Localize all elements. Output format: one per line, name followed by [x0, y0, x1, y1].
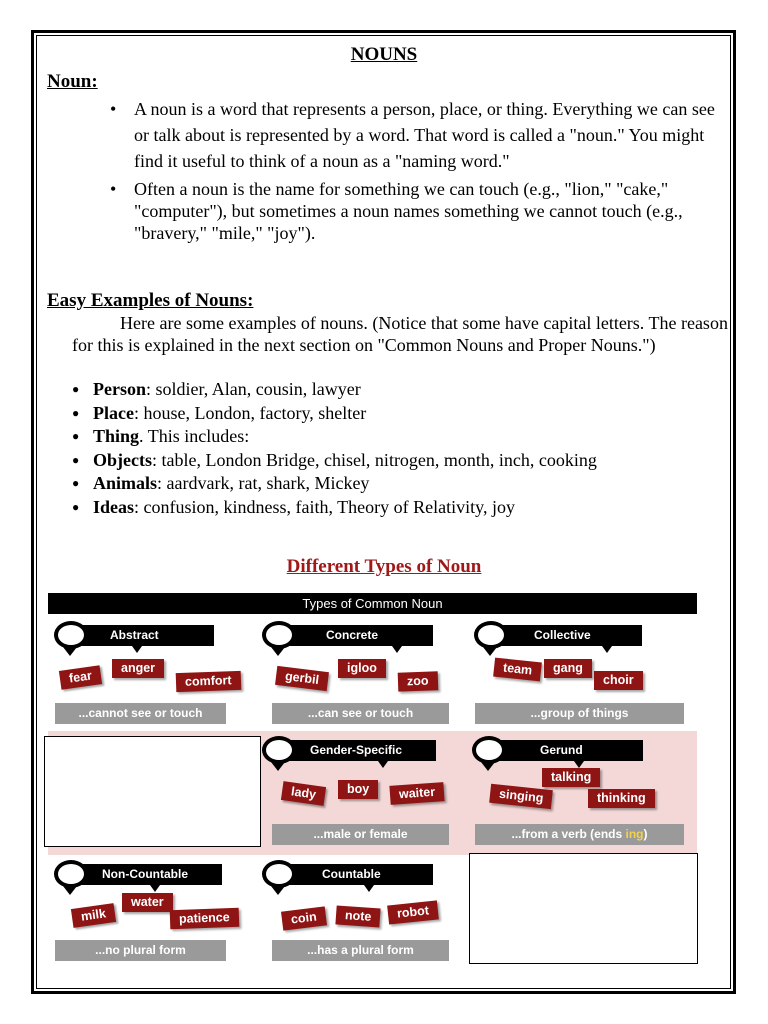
word-tag: gang — [544, 659, 592, 678]
bubble-icon — [54, 860, 88, 888]
word-tag: choir — [594, 671, 643, 690]
list-item — [72, 425, 692, 449]
label-pointer — [602, 646, 612, 653]
example-text: . This includes: — [139, 426, 250, 446]
bubble-pointer — [271, 647, 285, 656]
bubble-icon — [262, 736, 296, 764]
list-item — [72, 472, 692, 496]
infographic-header: Types of Common Noun — [48, 593, 697, 614]
types-heading: Different Types of Noun — [286, 556, 482, 577]
example-text: : table, London Bridge, chisel, nitrogen, month, inch, cooking — [151, 449, 597, 470]
word-tag: team — [493, 658, 542, 682]
label-pointer — [574, 761, 584, 768]
bubble-pointer — [481, 762, 495, 771]
list-item: • A noun is a word that represents a person, place, or thing. Everything we can see or talk about is represented by a word. That word is called a "noun." You might find it useful to think of a noun as a "naming word." — [110, 96, 720, 174]
blank-box — [44, 736, 261, 847]
word-tag: waiter — [389, 782, 444, 805]
gerund-caption — [475, 824, 684, 845]
example-term: Person — [93, 379, 146, 399]
page-title: NOUNS — [350, 44, 418, 65]
word-tag: milk — [71, 903, 116, 928]
collective-label: Collective — [500, 625, 642, 646]
label-pointer — [378, 761, 388, 768]
bubble-icon — [262, 621, 296, 649]
list-item: • Often a noun is the name for something we can touch (e.g., "lion," "cake," "computer"), but sometimes a noun names something we cannot touch (e.g., "bravery," "mile," "joy"). — [110, 178, 720, 244]
list-item — [72, 402, 692, 426]
label-pointer — [392, 646, 402, 653]
bubble-icon — [262, 860, 296, 888]
bubble-pointer — [271, 886, 285, 895]
example-term: Animals — [93, 473, 158, 493]
word-tag: comfort — [176, 671, 241, 692]
bubble-icon — [474, 621, 508, 649]
word-tag: robot — [387, 900, 439, 924]
examples-heading: Easy Examples of Nouns: — [47, 290, 254, 311]
word-tag: singing — [489, 784, 553, 809]
gender-caption: ...male or female — [272, 824, 449, 845]
label-pointer — [132, 646, 142, 653]
noun-heading: Noun: — [47, 71, 98, 92]
collective-caption: ...group of things — [475, 703, 684, 724]
word-tag: anger — [112, 659, 164, 678]
noncountable-caption: ...no plural form — [55, 940, 226, 961]
bubble-icon — [472, 736, 506, 764]
word-tag: igloo — [338, 659, 386, 678]
word-tag: thinking — [588, 789, 655, 808]
example-text: : soldier, Alan, cousin, lawyer — [146, 379, 361, 399]
example-text: : confusion, kindness, faith, Theory of Relativity, joy — [134, 496, 515, 517]
countable-label: Countable — [288, 864, 433, 885]
gerund-caption-prefix: ...from a verb (ends — [511, 827, 626, 841]
example-term: Place — [93, 402, 134, 423]
bubble-icon — [54, 621, 88, 649]
bubble-pointer — [271, 762, 285, 771]
example-text: : house, London, factory, shelter — [133, 402, 367, 423]
abstract-label: Abstract — [80, 625, 214, 646]
example-term: Ideas — [93, 496, 135, 517]
word-tag: coin — [281, 906, 327, 930]
bubble-pointer — [63, 647, 77, 656]
example-text: : aardvark, rat, shark, Mickey — [157, 473, 370, 493]
list-item — [72, 449, 623, 473]
noncountable-label: Non-Countable — [80, 864, 222, 885]
concrete-caption: ...can see or touch — [272, 703, 449, 724]
abstract-caption: ...cannot see or touch — [55, 703, 226, 724]
word-tag: patience — [170, 908, 239, 929]
noun-definition-list — [110, 96, 720, 244]
word-tag: boy — [338, 780, 378, 799]
gerund-caption-suffix: ) — [643, 827, 648, 841]
gerund-label: Gerund — [498, 740, 643, 761]
list-item — [72, 378, 692, 402]
example-term: Objects — [93, 449, 152, 470]
bubble-pointer — [483, 647, 497, 656]
examples-list — [72, 378, 692, 519]
label-pointer — [150, 885, 160, 892]
word-tag: gerbil — [275, 666, 329, 691]
gerund-caption-ing: ing — [625, 827, 644, 841]
concrete-label: Concrete — [288, 625, 433, 646]
list-item — [72, 496, 692, 520]
label-pointer — [364, 885, 374, 892]
countable-caption: ...has a plural form — [272, 940, 449, 961]
word-tag: water — [122, 893, 173, 912]
examples-intro: Here are some examples of nouns. (Notice that some have capital letters. The reason for this is explained in the next section on "Common Nouns and Proper Nouns.") — [72, 313, 728, 355]
word-tag: fear — [59, 665, 102, 690]
word-tag: zoo — [398, 671, 438, 691]
example-term: Thing — [93, 426, 140, 446]
blank-box — [469, 853, 698, 964]
word-tag: lady — [281, 781, 326, 806]
bubble-pointer — [63, 886, 77, 895]
word-tag: note — [335, 905, 381, 927]
word-tag: talking — [542, 768, 600, 787]
gender-label: Gender-Specific — [288, 740, 436, 761]
